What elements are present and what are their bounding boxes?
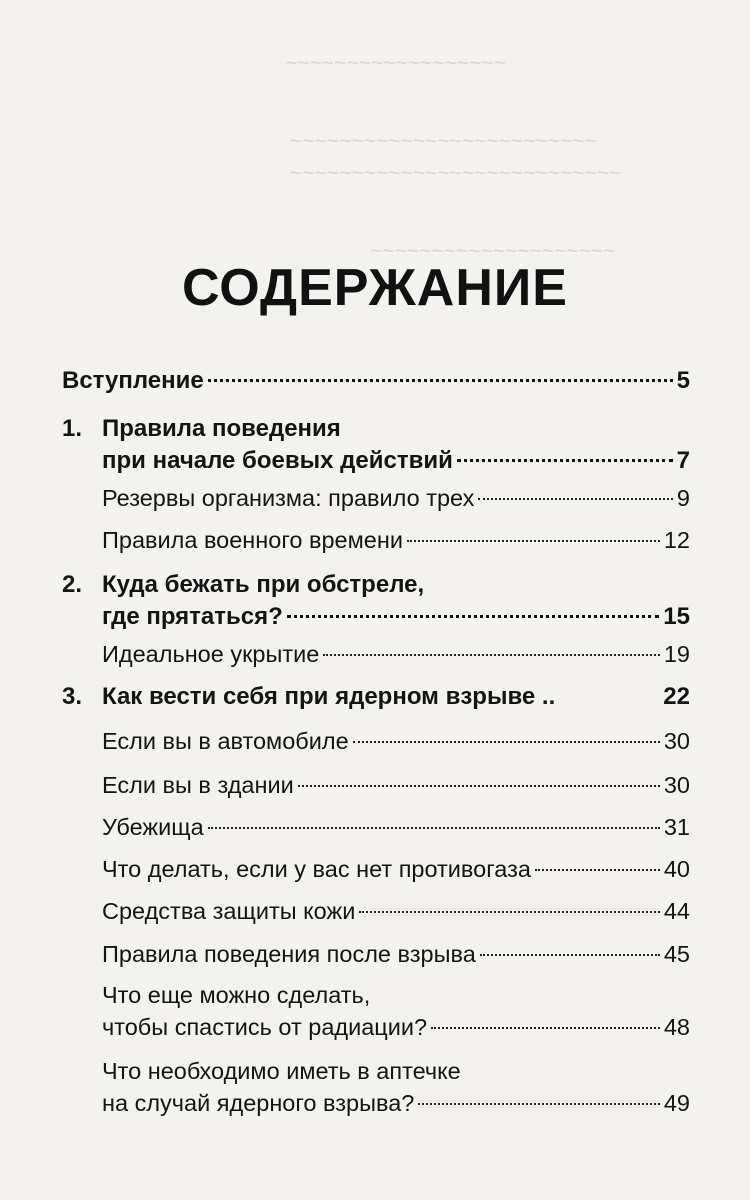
toc-entry-page: 30 [663, 728, 690, 754]
toc-entry-page: 5 [676, 367, 690, 394]
toc-entry-page: 49 [663, 1090, 690, 1116]
dot-leader [208, 827, 660, 829]
dot-leader [457, 459, 673, 462]
dot-leader [287, 615, 660, 618]
toc-entry-title: Убежища [102, 814, 204, 840]
toc-entry-title: Средства защиты кожи [102, 898, 356, 924]
toc-entry[interactable] [102, 524, 690, 556]
toc-entry-title-line1: Правила поведения [102, 415, 341, 442]
toc-entry[interactable] [102, 853, 690, 885]
dot-leader [418, 1103, 660, 1105]
toc-entry-page: 40 [663, 856, 690, 882]
dot-leader [480, 954, 660, 956]
toc-entry-title: где прятаться? [102, 603, 283, 630]
toc-entry-title: Резервы организма: правило трех [102, 485, 475, 511]
toc-entry-title: Если вы в автомобиле [102, 728, 349, 754]
show-through-text: ~~~~~~~~~~~~~~~~~~~~~~~~~ [290, 130, 597, 153]
toc-entry[interactable] [102, 938, 690, 970]
toc-entry-title: Если вы в здании [102, 772, 294, 798]
toc-entry[interactable] [62, 569, 690, 633]
toc-entry-page: 12 [663, 527, 690, 553]
dot-leader [208, 379, 673, 382]
toc-entry-title-line1: Что еще можно сделать, [102, 982, 371, 1008]
dot-leader [353, 741, 660, 743]
toc-entry[interactable] [62, 413, 690, 477]
toc-entry-title: Что делать, если у вас нет противогаза [102, 856, 531, 882]
toc-entry-number: 2. [62, 571, 83, 598]
toc-entry-number: 3. [62, 683, 83, 710]
toc-entry-title: при начале боевых действий [102, 447, 453, 474]
dot-leader [431, 1027, 660, 1029]
toc-entry-title: Правила поведения после взрыва [102, 941, 476, 967]
toc-entry-page: 15 [663, 603, 690, 630]
toc-entry-title: Как вести себя при ядерном взрыве .. [102, 683, 556, 710]
toc-entry[interactable] [102, 482, 690, 514]
toc-entry[interactable] [62, 365, 690, 397]
dot-leader [535, 869, 660, 871]
toc-entry-page: 22 [663, 683, 690, 710]
toc-entry[interactable] [102, 1055, 690, 1119]
toc-entry[interactable] [102, 811, 690, 843]
toc-entry[interactable] [62, 681, 690, 713]
toc-entry-page: 7 [676, 447, 690, 474]
toc-entry[interactable] [102, 769, 690, 801]
toc-entry-page: 9 [676, 485, 690, 511]
toc-entry-title: Правила военного времени [102, 527, 403, 553]
toc-entry-title-line1: Куда бежать при обстреле, [102, 571, 425, 598]
toc-entry-page: 30 [663, 772, 690, 798]
toc-entry[interactable] [102, 895, 690, 927]
dot-leader [407, 540, 660, 542]
dot-leader [323, 654, 660, 656]
toc-entry[interactable] [102, 979, 690, 1043]
toc-entry-title: на случай ядерного взрыва? [102, 1090, 415, 1116]
show-through-text: ~~~~~~~~~~~~~~~~~~~~ [370, 240, 616, 263]
show-through-text: ~~~~~~~~~~~~~~~~~~ [285, 52, 506, 75]
toc-entry-title-line1: Что необходимо иметь в аптечке [102, 1058, 461, 1084]
dot-leader [298, 785, 660, 787]
toc-entry[interactable] [102, 725, 690, 757]
dot-leader [359, 911, 660, 913]
toc-entry-page: 48 [663, 1014, 690, 1040]
dot-leader [478, 498, 673, 500]
toc-entry[interactable] [102, 638, 690, 670]
toc-entry-number: 1. [62, 415, 83, 442]
toc-entry-page: 19 [663, 641, 690, 667]
toc-entry-page: 44 [663, 898, 690, 924]
toc-entry-title: Вступление [62, 367, 204, 394]
page-title: СОДЕРЖАНИЕ [182, 259, 568, 317]
toc-entry-page: 45 [663, 941, 690, 967]
toc-entry-page: 31 [663, 814, 690, 840]
show-through-text: ~~~~~~~~~~~~~~~~~~~~~~~~~~~ [290, 162, 622, 185]
toc-entry-title: Идеальное укрытие [102, 641, 320, 667]
toc-entry-title: чтобы спастись от радиации? [102, 1014, 428, 1040]
